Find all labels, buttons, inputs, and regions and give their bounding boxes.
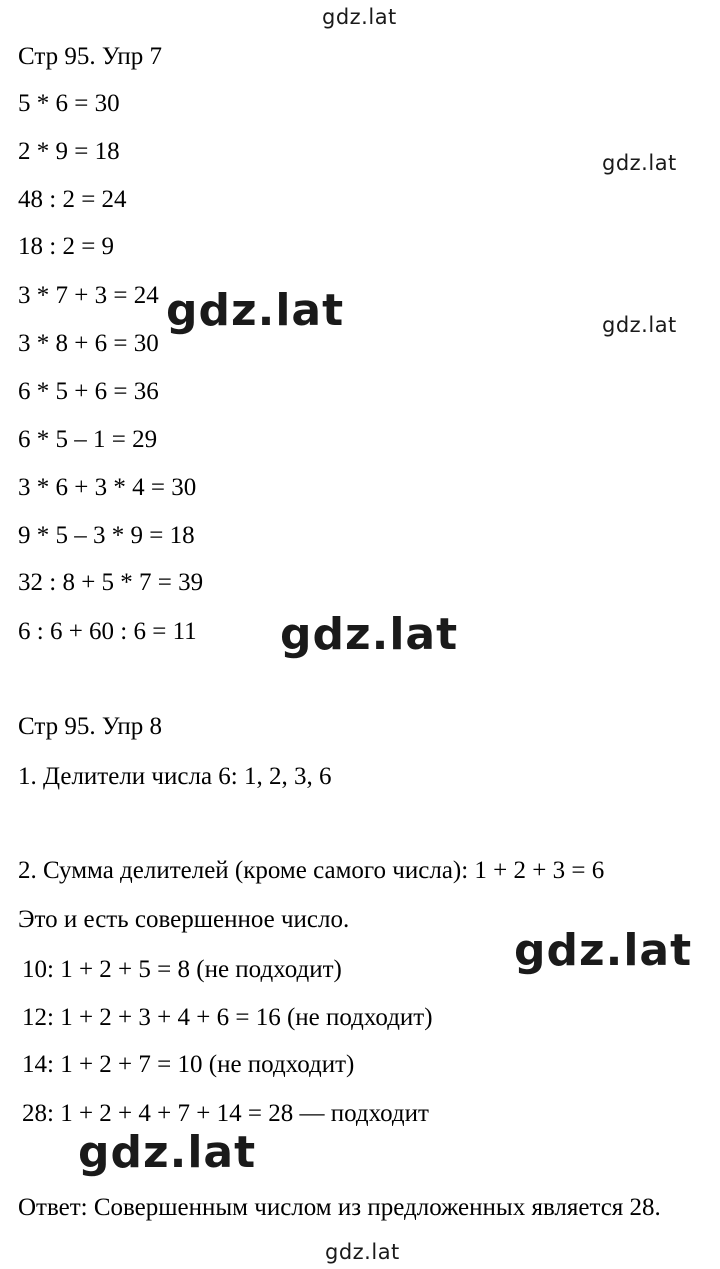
equation-line: 5 * 6 = 30 [18,90,120,117]
divisor-sum-line: 2. Сумма делителей (кроме самого числа): 1 + 2 + 3 = 6 [18,857,605,884]
equation-line: 6 * 5 – 1 = 29 [18,426,158,453]
check-line: 28: 1 + 2 + 4 + 7 + 14 = 28 — подходит [22,1100,429,1127]
watermark-bottom: gdz.lat [325,1240,400,1264]
check-line: 14: 1 + 2 + 7 = 10 (не подходит) [22,1051,355,1078]
watermark-big-3: gdz.lat [514,925,693,976]
equation-line: 2 * 9 = 18 [18,138,120,165]
equation-line: 9 * 5 – 3 * 9 = 18 [18,522,195,549]
section8-heading: Стр 95. Упр 8 [18,713,162,740]
perfect-number-note: Это и есть совершенное число. [18,906,350,933]
equation-line: 3 * 8 + 6 = 30 [18,330,159,357]
divisors-line: 1. Делители числа 6: 1, 2, 3, 6 [18,763,332,790]
watermark-top: gdz.lat [322,5,397,29]
check-line: 12: 1 + 2 + 3 + 4 + 6 = 16 (не подходит) [22,1004,433,1031]
equation-line: 48 : 2 = 24 [18,186,127,213]
equation-line: 18 : 2 = 9 [18,233,115,260]
check-line: 10: 1 + 2 + 5 = 8 (не подходит) [22,956,342,983]
watermark-right-2: gdz.lat [602,313,677,337]
watermark-big-4: gdz.lat [78,1127,257,1178]
equation-line: 6 : 6 + 60 : 6 = 11 [18,618,197,645]
section7-heading: Стр 95. Упр 7 [18,43,162,70]
equation-line: 32 : 8 + 5 * 7 = 39 [18,569,204,596]
watermark-big-1: gdz.lat [166,285,345,336]
equation-line: 6 * 5 + 6 = 36 [18,378,159,405]
equation-line: 3 * 6 + 3 * 4 = 30 [18,474,197,501]
watermark-right-1: gdz.lat [602,151,677,175]
watermark-big-2: gdz.lat [280,609,459,660]
answer-line: Ответ: Совершенным числом из предложенных является 28. [18,1194,661,1221]
equation-line: 3 * 7 + 3 = 24 [18,282,159,309]
